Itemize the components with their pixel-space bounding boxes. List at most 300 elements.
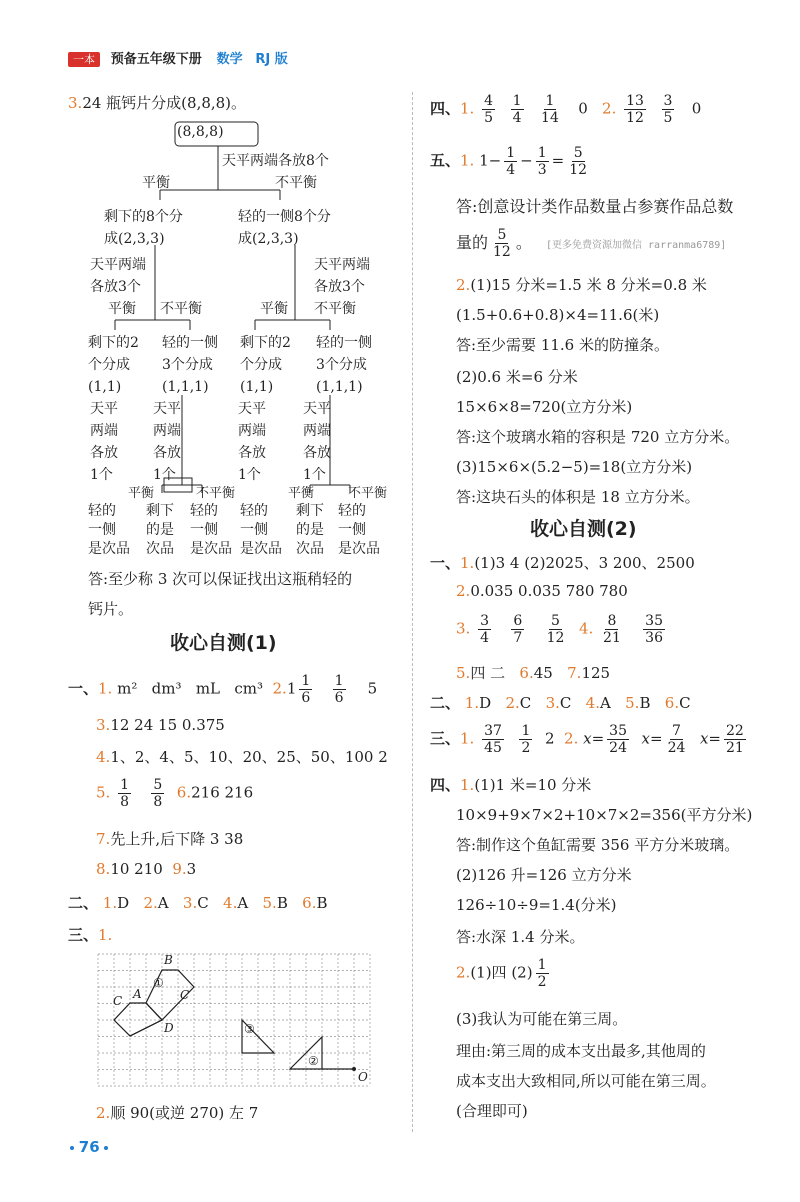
values: 12 24 15 0.375 [110, 716, 225, 734]
tree-l4-note-3 [238, 398, 266, 486]
fraction [118, 778, 131, 809]
tree-l5-light-2 [190, 502, 232, 559]
leaf-line: 是次品 [190, 541, 232, 557]
question-number: 3. [68, 94, 83, 112]
leaf-line: 的是 [146, 522, 174, 538]
grid-figure [96, 952, 386, 1092]
tree-root: (8,8,8) [177, 124, 224, 140]
note-line: 1个 [153, 467, 176, 483]
fraction [482, 724, 504, 755]
r-t1-5 [456, 662, 610, 683]
r-s5-ans2 [456, 228, 532, 259]
values: 顺 90(或逆 270) 左 7 [110, 1104, 259, 1122]
grid-marker-1: ① [153, 976, 164, 990]
leaf-line: 个分成 [240, 357, 282, 373]
fraction [536, 958, 549, 989]
tree-l5-light-1 [88, 502, 130, 559]
section-label: 二、 [68, 894, 99, 912]
leaf-line: 轻的一侧 [162, 335, 218, 351]
leaf-line: 个分成 [88, 357, 130, 373]
tree-l2b-2: 成(2,3,3) [238, 231, 299, 247]
note-line: 1个 [238, 467, 261, 483]
denominator: 6 [301, 690, 311, 706]
note-line: 两端 [303, 423, 331, 439]
unit: dm³ [151, 679, 182, 698]
unit: cm³ [234, 679, 263, 698]
answer: C [519, 694, 532, 712]
answer: B [316, 894, 328, 912]
s1-mc-row [68, 892, 328, 913]
question-number: 4. [585, 694, 600, 712]
section-label: 一、 [68, 679, 99, 698]
denominator: 45 [484, 740, 502, 756]
numerator: 35 [609, 723, 627, 739]
fraction [504, 146, 517, 177]
fraction [724, 724, 746, 755]
expr: x= [583, 729, 605, 748]
answer: C [559, 694, 572, 712]
grid-marker-3: ③ [244, 1022, 255, 1036]
question-number: 1. [102, 894, 118, 912]
numerator: 1 [512, 93, 522, 109]
leaf-line: 次品 [146, 541, 174, 557]
note-line: 1个 [90, 467, 113, 483]
numerator: 3 [480, 613, 490, 629]
leaf-line: 轻的一侧 [316, 335, 372, 351]
leaf-line: 3个分成 [162, 357, 213, 373]
fraction [482, 94, 495, 125]
r-t4-1e: 126÷10÷9=1.4(分米) [456, 896, 617, 914]
question-number: 1. [460, 554, 475, 572]
numerator: 8 [607, 613, 617, 629]
tree-l3-balance-a: 平衡 [108, 301, 136, 317]
leaf-line: 一侧 [88, 522, 116, 538]
denominator: 12 [546, 630, 565, 646]
r-s5-2e: 15×6×8=720(立方分米) [456, 398, 633, 416]
denominator: 21 [725, 740, 744, 756]
r-t4-1d: (2)126 升=126 立方分米 [456, 866, 632, 884]
expr: = [551, 151, 565, 170]
grid-label-c2: C [113, 994, 123, 1008]
numerator: 5 [497, 227, 507, 243]
note-line: 两端 [90, 423, 118, 439]
s1-q1-row [68, 674, 377, 705]
denominator: 8 [153, 794, 163, 810]
numerator: 5 [551, 613, 560, 629]
fraction [662, 94, 675, 125]
values: 125 [581, 664, 611, 682]
question-number: 3. [182, 894, 198, 912]
question-number: 6. [664, 694, 680, 712]
question-number: 2. [602, 99, 617, 118]
denominator: 4 [480, 630, 490, 646]
grid-label-o: O [358, 1070, 368, 1084]
unit: m² [117, 679, 138, 698]
tree-l3-note-b2: 各放3个 [314, 279, 365, 295]
s1-q8-row [96, 860, 196, 878]
question-number: 5. [456, 664, 471, 682]
denominator: 12 [626, 110, 644, 126]
r-t4-2d: 成本支出大致相同,所以可能在第三周。 [456, 1072, 716, 1090]
grid-marker-2: ② [308, 1054, 319, 1068]
leaf-line: 一侧 [338, 522, 366, 538]
tree-unbalance: 不平衡 [275, 175, 317, 191]
denominator: 5 [663, 110, 673, 126]
question-number: 2. [456, 276, 471, 294]
leaf-line: 轻的 [88, 503, 116, 519]
numerator: 1 [506, 145, 516, 161]
tree-l4-balance-b: 平衡 [288, 486, 315, 501]
denominator: 5 [484, 110, 494, 126]
r-t1-3 [456, 614, 668, 645]
denominator: 24 [609, 740, 627, 756]
tree-l4-unbalance-a: 不平衡 [196, 486, 236, 501]
leaf-line: 是次品 [338, 541, 380, 557]
denominator: 6 [334, 690, 344, 706]
section-title-2: 收心自测(2) [530, 518, 637, 540]
question-number: 1. [464, 694, 480, 712]
value: 0 [578, 99, 588, 118]
origin-dot [352, 1067, 356, 1071]
fraction [567, 146, 589, 177]
fraction [151, 778, 164, 809]
numerator: 1 [537, 145, 547, 161]
question-number: 2. [505, 694, 520, 712]
numerator: 13 [626, 93, 644, 109]
leaf-line: 剩下的2 [88, 335, 139, 351]
fraction [511, 614, 524, 645]
tree-l1-note: 天平两端各放8个 [222, 153, 329, 169]
tree-l3-balance-b: 平衡 [260, 301, 288, 317]
question-number: 2. [143, 894, 158, 912]
fraction [333, 674, 346, 705]
values: 216 216 [191, 783, 254, 802]
answer-1: 答:至少称 3 次可以保证找出这瓶稍轻的 [88, 570, 353, 588]
tree-balance: 平衡 [142, 175, 170, 191]
leaf-line: (1,1,1) [162, 379, 209, 395]
note-line: 1个 [303, 467, 326, 483]
answer: A [157, 894, 169, 912]
r-s5-2d: (2)0.6 米=6 分米 [456, 368, 578, 386]
tree-leaf-b2 [316, 332, 372, 398]
r-s5-2g: (3)15×6×(5.2−5)=18(立方分米) [456, 458, 693, 476]
publisher-logo: 一本 [68, 52, 100, 67]
tree-l2b-1: 轻的一侧8个分 [238, 209, 331, 225]
grid-label-b: B [164, 953, 173, 967]
values: 0.035 0.035 780 780 [470, 582, 628, 600]
subject-label: 数学 [216, 52, 243, 67]
denominator: 7 [513, 630, 523, 646]
leaf-line: 是次品 [240, 541, 282, 557]
r-t4-1b: 10×9+9×7×2+10×7×2=356(平方分米) [456, 806, 753, 824]
numerator: 1 [120, 777, 130, 793]
denominator: 21 [603, 630, 621, 646]
question-number: 1. [98, 926, 113, 944]
s1-q3-row [96, 716, 225, 734]
question-number: 5. [262, 894, 277, 912]
denominator: 14 [541, 110, 559, 126]
answer: C [197, 894, 209, 912]
numerator: 1 [334, 673, 344, 689]
header [68, 48, 288, 67]
text: (1)1 米=10 分米 [474, 776, 592, 794]
fraction [511, 94, 524, 125]
tree-l4-note-1 [90, 398, 118, 486]
numerator: 7 [672, 723, 681, 739]
numerator: 6 [513, 613, 523, 629]
section-label: 四、 [430, 776, 461, 794]
expr: x= [699, 729, 721, 748]
leaf-line: 的是 [296, 522, 324, 538]
question-number: 2. [564, 729, 579, 748]
question-number: 6. [302, 894, 317, 912]
tree-l2a-1: 剩下的8个分 [104, 209, 183, 225]
note-line: 两端 [153, 423, 181, 439]
tree-l2a-2: 成(2,3,3) [104, 231, 165, 247]
note-line: 天平 [303, 401, 331, 417]
book-title: 预备五年级下册 [110, 52, 202, 67]
grid-label-d: D [164, 1021, 174, 1035]
question-number: 1. [460, 729, 475, 748]
dot-icon [70, 1146, 74, 1150]
tree-l4-unbalance-b: 不平衡 [348, 486, 388, 501]
tree-leaf-b1 [240, 332, 291, 398]
tree-l5-rest-2 [296, 502, 324, 559]
tree-l5-light-3 [240, 502, 282, 559]
left-q3 [68, 92, 246, 113]
r-t1-2 [456, 582, 628, 600]
question-number: 8. [96, 860, 111, 878]
leaf-line: 一侧 [190, 522, 218, 538]
leaf-line: 剩下的2 [240, 335, 291, 351]
section-label: 三、 [68, 926, 99, 944]
tree-l3-unbalance-b: 不平衡 [314, 301, 356, 317]
r-t4-1f: 答:水深 1.4 分米。 [456, 928, 585, 946]
answer: D [117, 894, 130, 912]
question-number: 2. [456, 963, 471, 982]
tree-l5-rest-1 [146, 502, 174, 559]
fraction [536, 146, 549, 177]
question-number: 2. [272, 679, 287, 698]
r-s4-row [430, 94, 701, 125]
tree-l4-note-4 [303, 398, 331, 486]
question-number: 1. [98, 679, 113, 698]
question-number: 5. [625, 694, 640, 712]
tree-l3-unbalance-a: 不平衡 [160, 301, 202, 317]
numerator: 5 [153, 777, 163, 793]
answer-1b: 钙片。 [88, 600, 134, 618]
denominator: 2 [521, 740, 531, 756]
leaf-line: 次品 [296, 541, 324, 557]
unit: mL [195, 679, 221, 698]
leaf-line: 一侧 [240, 522, 268, 538]
text: 量的 [456, 233, 489, 252]
s1-q3sec-row [68, 924, 112, 945]
question-number: 1. [460, 151, 475, 170]
value: 2 [544, 729, 555, 748]
value: 5 [367, 679, 378, 698]
leaf-line: 剩下 [296, 503, 324, 519]
numerator: 35 [645, 613, 663, 629]
page-number-text: 76 [78, 1138, 100, 1156]
r-t3-row [430, 724, 749, 755]
denominator: 4 [506, 162, 516, 178]
question-number: 2. [96, 1104, 111, 1122]
watermark-text: [更多免费资源加微信 rarranma6789] [546, 240, 727, 251]
note-line: 各放 [90, 445, 118, 461]
column-divider [412, 92, 413, 1132]
r-t4-1a [430, 774, 591, 795]
dot-icon [104, 1146, 108, 1150]
leaf-line: 轻的 [190, 503, 218, 519]
answer: B [276, 894, 288, 912]
tree-leaf-a1 [88, 332, 139, 398]
question-number: 4. [578, 619, 594, 638]
fraction [539, 94, 561, 125]
numerator: 1 [545, 93, 555, 109]
values: 四 二 [470, 664, 506, 682]
question-number: 1. [460, 776, 475, 794]
tree-l3-note-a1: 天平两端 [90, 257, 146, 273]
tree-l4-balance-a: 平衡 [128, 486, 155, 501]
leaf-line: (1,1) [240, 379, 274, 395]
s1-q4-row [96, 746, 388, 767]
text: (1)四 (2) [470, 963, 533, 982]
fraction [545, 614, 567, 645]
denominator: 36 [645, 630, 663, 646]
question-number: 9. [172, 860, 187, 878]
question-number: 7. [567, 664, 582, 682]
tree-l3-note-b1: 天平两端 [314, 257, 370, 273]
tree-l3-note-a2: 各放3个 [90, 279, 141, 295]
answer: A [599, 694, 611, 712]
note-line: 各放 [303, 445, 331, 461]
question-number: 6. [176, 783, 192, 802]
question-text: 24 瓶钙片分成(8,8,8)。 [82, 94, 247, 112]
r-s5-ans1: 答:创意设计类作品数量占参赛作品总数 [456, 197, 734, 216]
question-number: 3. [96, 716, 111, 734]
values: 10 210 [110, 860, 163, 878]
answer: B [639, 694, 651, 712]
denominator: 2 [537, 974, 547, 990]
s1-q3sec2-row [96, 1102, 258, 1123]
mixed-whole: 1 [286, 679, 297, 698]
answer: C [679, 694, 691, 712]
section-label: 一、 [430, 554, 461, 572]
r-s5-2a [456, 274, 707, 295]
denominator: 3 [537, 162, 547, 178]
question-number: 7. [96, 830, 111, 848]
denominator: 12 [569, 162, 588, 178]
values: 1、2、4、5、10、20、25、50、100 2 [110, 748, 388, 766]
section-label: 四、 [430, 99, 461, 118]
numerator: 37 [484, 723, 502, 739]
r-t2-row [430, 692, 691, 713]
question-number: 3. [545, 694, 560, 712]
question-number: 2. [456, 582, 471, 600]
expr: x= [641, 729, 663, 748]
r-t4-1c: 答:制作这个鱼缸需要 356 平方分米玻璃。 [456, 836, 740, 854]
fraction [478, 614, 491, 645]
fraction [601, 614, 623, 645]
numerator: 1 [537, 957, 547, 973]
note-line: 天平 [238, 401, 266, 417]
r-s5-row [430, 146, 592, 177]
leaf-line: 是次品 [88, 541, 130, 557]
leaf-line: (1,1) [88, 379, 122, 395]
r-t4-2a [456, 958, 552, 989]
values: 先上升,后下降 3 38 [110, 830, 244, 848]
values: 3 [186, 860, 197, 878]
numerator: 22 [725, 723, 744, 739]
expr: 1− [479, 151, 502, 170]
question-number: 4. [223, 894, 238, 912]
r-s5-2h: 答:这块石头的体积是 18 立方分米。 [456, 488, 700, 506]
fraction [624, 94, 646, 125]
leaf-line: (1,1,1) [316, 379, 363, 395]
question-number: 4. [96, 748, 111, 766]
section-label: 五、 [430, 151, 461, 170]
denominator: 24 [667, 740, 686, 756]
r-t1-1 [430, 552, 695, 573]
note-line: 两端 [238, 423, 266, 439]
fraction [491, 228, 513, 259]
fraction [666, 724, 688, 755]
section-label: 二、 [430, 694, 461, 712]
tree-leaf-a2 [162, 332, 218, 398]
question-number: 6. [519, 664, 534, 682]
denominator: 8 [120, 794, 130, 810]
question-number: 3. [456, 619, 471, 638]
note-line: 各放 [238, 445, 266, 461]
r-t4-2c: 理由:第三周的成本支出最多,其他周的 [456, 1042, 706, 1060]
r-t4-2b: (3)我认为可能在第三周。 [456, 1010, 628, 1028]
numerator: 1 [521, 723, 531, 739]
leaf-line: 轻的 [338, 503, 366, 519]
text: (1)15 分米=1.5 米 8 分米=0.8 米 [470, 276, 707, 294]
leaf-line: 轻的 [240, 503, 268, 519]
edition-label: RJ 版 [255, 52, 288, 67]
numerator: 3 [663, 93, 673, 109]
question-number: 1. [460, 99, 475, 118]
leaf-line: 3个分成 [316, 357, 367, 373]
fraction [299, 674, 312, 705]
numerator: 4 [484, 93, 494, 109]
grid-label-a: A [133, 987, 142, 1001]
fraction [519, 724, 532, 755]
values: (1)3 4 (2)2025、3 200、2500 [474, 554, 695, 572]
answer: A [237, 894, 249, 912]
denominator: 12 [493, 244, 511, 260]
answer: D [479, 694, 492, 712]
text: 。 [515, 233, 532, 252]
s1-q7-row [96, 828, 243, 849]
grid-label-c1: C [180, 988, 190, 1002]
note-line: 各放 [153, 445, 181, 461]
expr: − [520, 151, 533, 170]
tree-l5-light-4 [338, 502, 380, 559]
fraction [643, 614, 665, 645]
section-title-1: 收心自测(1) [170, 632, 277, 654]
value: 0 [691, 99, 702, 118]
fraction [607, 724, 629, 755]
note-line: 天平 [153, 401, 181, 417]
page-number [70, 1138, 108, 1156]
denominator: 4 [512, 110, 522, 126]
values: 45 [533, 664, 553, 682]
question-number: 5. [96, 783, 111, 802]
note-line: 天平 [90, 401, 118, 417]
